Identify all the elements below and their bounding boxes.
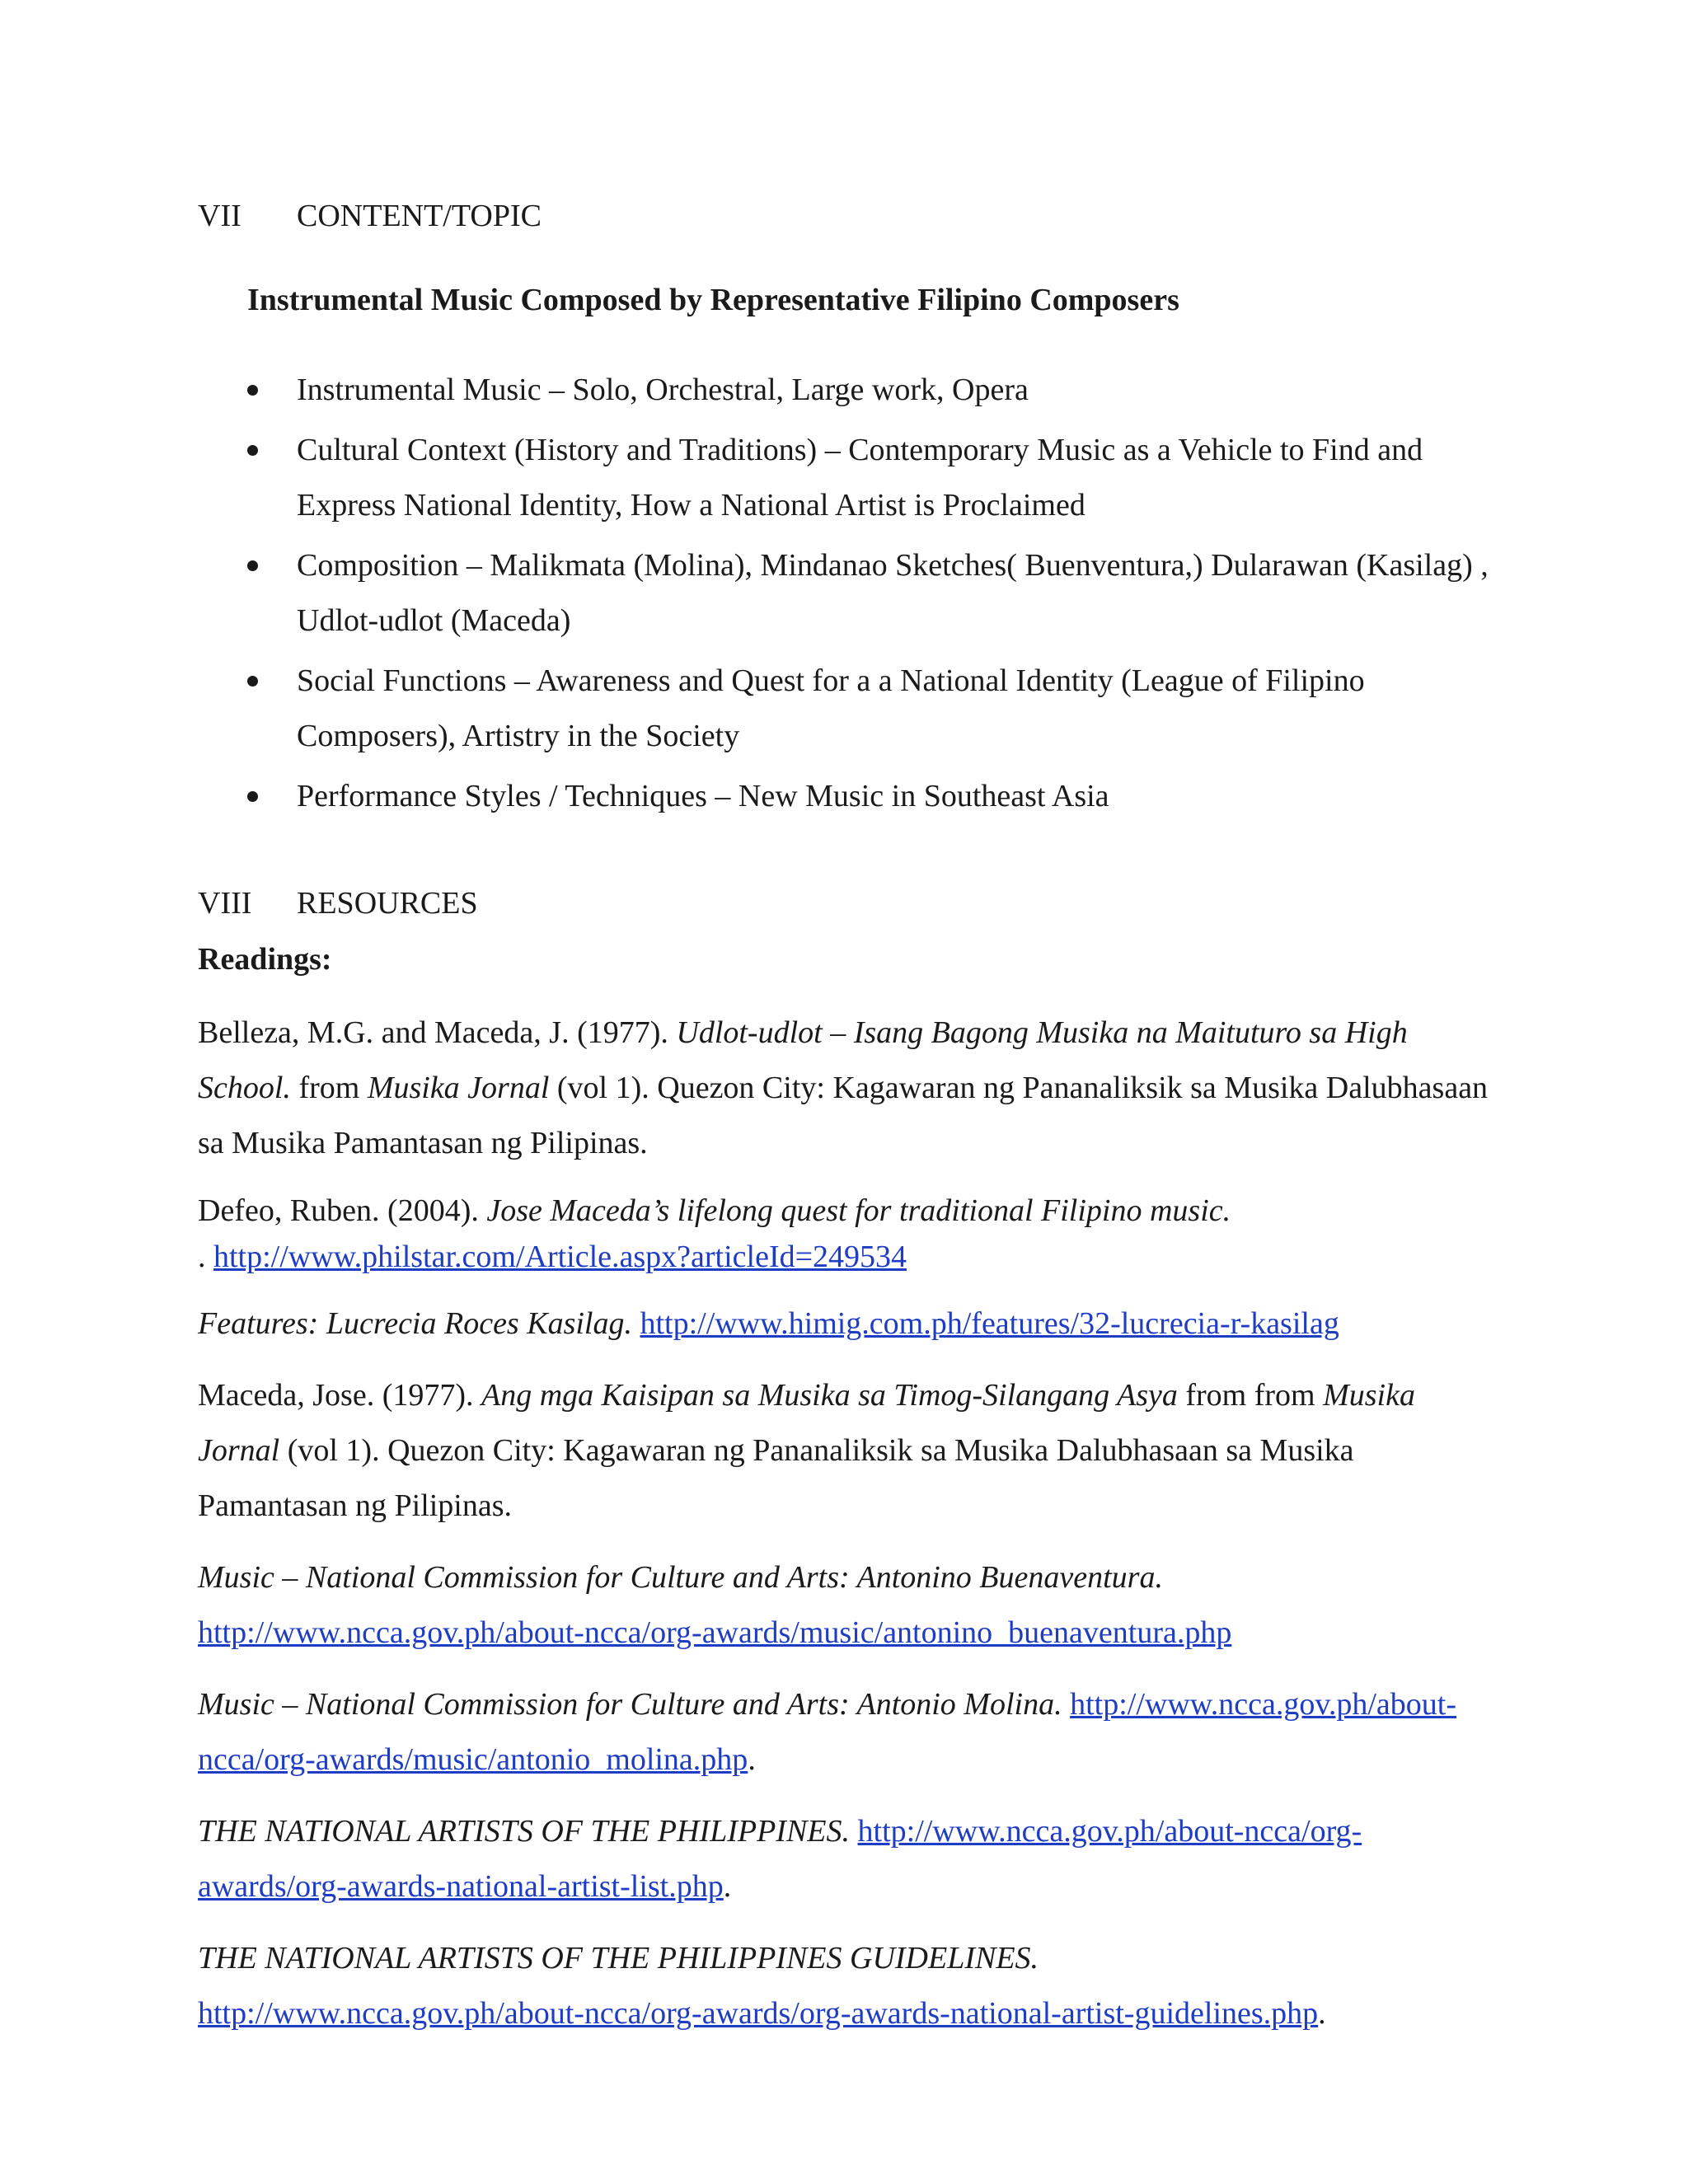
- ref-title: Music – National Commission for Culture and Arts: Antonino Buenaventura.: [198, 1560, 1163, 1595]
- ref-title: THE NATIONAL ARTISTS OF THE PHILIPPINES.: [198, 1814, 851, 1849]
- bullet-text: Cultural Context (History and Traditions) – Contemporary Music as a Vehicle to Find and Express National Identity, How a National Artist is Proclaimed: [297, 433, 1423, 523]
- list-item: [247, 423, 1500, 533]
- list-item: [247, 654, 1500, 764]
- topic-subheading: Instrumental Music Composed by Representative Filipino Composers: [247, 283, 1179, 317]
- reference-buenaventura: [198, 1550, 1500, 1661]
- ref-text: .: [1318, 1996, 1326, 2031]
- ref-link[interactable]: http://www.philstar.com/Article.aspx?articleId=249534: [213, 1240, 907, 1274]
- bullet-text: Composition – Malikmata (Molina), Mindanao Sketches( Buenventura,) Dularawan (Kasilag) , Udlot-udlot (Maceda): [297, 548, 1489, 638]
- ref-text: .: [748, 1742, 756, 1777]
- bullet-text: Social Functions – Awareness and Quest for a a National Identity (League of Filipino Composers), Artistry in the Society: [297, 663, 1365, 753]
- ref-journal: Musika Jornal: [198, 1378, 1415, 1468]
- ref-link[interactable]: http://www.ncca.gov.ph/about-ncca/org-awards/org-awards-national-artist-guidelines.php: [198, 1996, 1319, 2031]
- reference-defeo: [198, 1188, 1500, 1280]
- ref-link[interactable]: http://www.ncca.gov.ph/about-ncca/org-awards/music/antonio_molina.php: [198, 1687, 1457, 1777]
- bullet-icon: [247, 676, 258, 687]
- reference-molina: [198, 1677, 1500, 1788]
- reference-national-artists: [198, 1804, 1500, 1915]
- ref-title: Music – National Commission for Culture and Arts: Antonio Molina.: [198, 1687, 1062, 1722]
- bullet-icon: [247, 791, 258, 802]
- ref-link[interactable]: http://www.himig.com.ph/features/32-lucrecia-r-kasilag: [640, 1306, 1339, 1341]
- list-item: [247, 769, 1500, 824]
- list-item: [247, 538, 1500, 649]
- ref-author: Belleza, M.G. and Maceda, J. (1977).: [198, 1015, 677, 1050]
- section-heading-resources: [198, 883, 478, 923]
- ref-journal: Musika Jornal: [367, 1071, 550, 1105]
- reference-belleza: [198, 1005, 1500, 1171]
- section-title: CONTENT/TOPIC: [297, 199, 542, 233]
- section-heading-content-topic: [198, 196, 542, 236]
- section-title: RESOURCES: [297, 886, 478, 921]
- ref-author: Defeo, Ruben. (2004).: [198, 1193, 487, 1228]
- ref-title: Features: Lucrecia Roces Kasilag.: [198, 1306, 632, 1341]
- bullet-text: Performance Styles / Techniques – New Music in Southeast Asia: [297, 779, 1109, 813]
- ref-link[interactable]: http://www.ncca.gov.ph/about-ncca/org-awards/music/antonino_buenaventura.php: [198, 1615, 1232, 1650]
- ref-author: Maceda, Jose. (1977).: [198, 1378, 482, 1413]
- ref-title: Udlot-udlot – Isang Bagong Musika na Maituturo sa High School.: [198, 1015, 1408, 1105]
- reference-kasilag: [198, 1296, 1500, 1352]
- topic-bullet-list: [247, 363, 1500, 829]
- reference-maceda: [198, 1368, 1500, 1534]
- section-number: VII: [198, 199, 241, 233]
- ref-text: .: [198, 1240, 213, 1274]
- ref-text: from from: [1177, 1378, 1324, 1413]
- ref-title: Jose Maceda’s lifelong quest for traditional Filipino music.: [486, 1193, 1231, 1228]
- bullet-icon: [247, 560, 258, 571]
- bullet-icon: [247, 445, 258, 456]
- bullet-text: Instrumental Music – Solo, Orchestral, Large work, Opera: [297, 373, 1029, 407]
- reference-national-artists-guidelines: [198, 1931, 1500, 2041]
- ref-text: from: [290, 1071, 368, 1105]
- ref-text: (vol 1). Quezon City: Kagawaran ng Pananaliksik sa Musika Dalubhasaan sa Musika Pamantasan ng Pilipinas.: [198, 1433, 1354, 1523]
- bullet-icon: [247, 385, 258, 396]
- ref-title: THE NATIONAL ARTISTS OF THE PHILIPPINES GUIDELINES.: [198, 1941, 1039, 1975]
- list-item: [247, 363, 1500, 418]
- ref-text: (vol 1). Quezon City: Kagawaran ng Pananaliksik sa Musika Dalubhasaan sa Musika Pamantasan ng Pilipinas.: [198, 1071, 1489, 1160]
- ref-text: .: [723, 1869, 732, 1904]
- ref-title: Ang mga Kaisipan sa Musika sa Timog-Silangang Asya: [481, 1378, 1178, 1413]
- ref-link[interactable]: http://www.ncca.gov.ph/about-ncca/org-awards/org-awards-national-artist-list.php: [198, 1814, 1362, 1904]
- readings-label: Readings:: [198, 942, 332, 977]
- reference-list: [198, 1005, 1500, 2058]
- section-number: VIII: [198, 886, 252, 921]
